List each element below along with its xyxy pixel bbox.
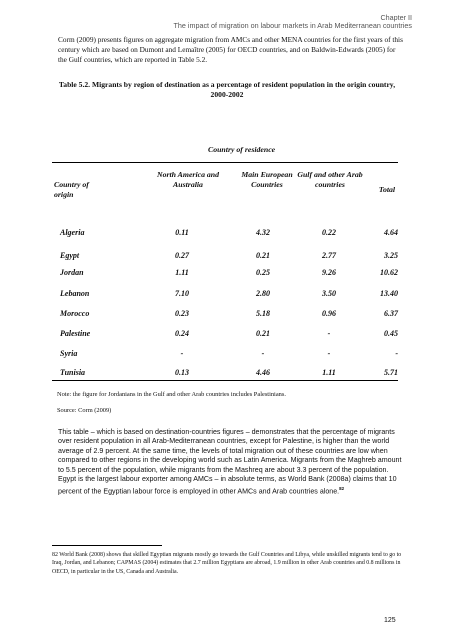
chapter-label: Chapter II bbox=[380, 13, 412, 22]
cell-north-america: 0.24 bbox=[175, 329, 189, 338]
row-country: Jordan bbox=[60, 268, 84, 277]
cell-europe: 2.80 bbox=[256, 289, 270, 298]
cell-gulf: 0.22 bbox=[322, 228, 336, 237]
header-gulf-arab: Gulf and other Arab countries bbox=[297, 170, 363, 189]
cell-north-america: 7.10 bbox=[175, 289, 189, 298]
cell-gulf: 0.96 bbox=[322, 309, 336, 318]
page-number: 125 bbox=[384, 617, 396, 624]
table-source: Source: Corm (2009) bbox=[57, 407, 112, 414]
header-total: Total bbox=[378, 185, 396, 194]
row-country: Lebanon bbox=[60, 289, 90, 298]
cell-total: 3.25 bbox=[384, 251, 398, 260]
cell-north-america: 0.23 bbox=[175, 309, 189, 318]
cell-north-america: - bbox=[180, 349, 184, 358]
table-bottom-rule bbox=[52, 380, 398, 381]
header-north-america: North America and Australia bbox=[156, 170, 220, 189]
table-row bbox=[0, 251, 452, 262]
cell-europe: 0.21 bbox=[256, 329, 270, 338]
intro-paragraph: Corm (2009) presents figures on aggregate migration from AMCs and other MENA countries for the first years of this century which are based on Dumont and Lemaître (2005) for OECD countries, and on Baldwin-Edwards (2005) for the Gulf countries, which are reported in Table 5.2. bbox=[58, 35, 403, 64]
row-country: Palestine bbox=[60, 329, 91, 338]
row-country: Syria bbox=[60, 349, 78, 358]
table-row bbox=[0, 268, 452, 279]
table-row bbox=[0, 349, 452, 360]
cell-europe: - bbox=[261, 349, 265, 358]
table-row bbox=[0, 289, 452, 300]
cell-gulf: - bbox=[327, 349, 331, 358]
cell-total: - bbox=[395, 349, 398, 358]
cell-gulf: 1.11 bbox=[322, 368, 336, 377]
table-row bbox=[0, 368, 452, 379]
table-caption: Table 5.2. Migrants by region of destination as a percentage of resident population in the origin country, 2000-2002 bbox=[58, 80, 396, 99]
row-country: Morocco bbox=[60, 309, 90, 318]
table-note: Note: the figure for Jordanians in the Gulf and other Arab countries includes Palestinians. bbox=[57, 391, 286, 398]
body-paragraph-text: This table – which is based on destination-countries figures – demonstrates that the percentage of migrants over resident population in all Arab-Mediterranean countries, except for Palestine, is higher than the world average of 2.9 percent. At the same time, the levels of total migration out of these countries are low when compared to other regions in the developing world such as Latin America. Migrants from the Maghreb amount to 5.5 percent of the population, while migrants from the Mashreq are about 3.3 percent of the population. Egypt is the largest labour exporter among AMCs – in absolute terms, as World Bank (2008a) claims that 10 percent of the Egyptian labour force is employed in other AMCs and Arab countries alone. bbox=[58, 428, 402, 496]
cell-total: 4.64 bbox=[384, 228, 398, 237]
table-row bbox=[0, 309, 452, 320]
footnote-divider bbox=[52, 545, 162, 546]
table-row bbox=[0, 329, 452, 340]
table-group-header: Country of residence bbox=[208, 145, 276, 154]
cell-total: 10.62 bbox=[380, 268, 398, 277]
cell-gulf: 2.77 bbox=[322, 251, 336, 260]
row-country: Egypt bbox=[60, 251, 80, 260]
row-country: Algeria bbox=[60, 228, 85, 237]
body-paragraph bbox=[58, 428, 403, 497]
cell-north-america: 0.11 bbox=[175, 228, 189, 237]
chapter-title: The impact of migration on labour markets in Arab Mediterranean countries bbox=[173, 21, 412, 30]
cell-europe: 4.32 bbox=[256, 228, 270, 237]
cell-total: 6.37 bbox=[384, 309, 398, 318]
cell-europe: 4.46 bbox=[256, 368, 270, 377]
table-row bbox=[0, 228, 452, 239]
footnote-reference[interactable]: 82 bbox=[339, 486, 345, 492]
cell-europe: 0.21 bbox=[256, 251, 270, 260]
cell-north-america: 1.11 bbox=[175, 268, 189, 277]
cell-north-america: 0.13 bbox=[175, 368, 189, 377]
cell-total: 13.40 bbox=[380, 289, 398, 298]
cell-total: 5.71 bbox=[384, 368, 398, 377]
cell-gulf: 9.26 bbox=[322, 268, 336, 277]
cell-north-america: 0.27 bbox=[175, 251, 189, 260]
cell-total: 0.45 bbox=[384, 329, 398, 338]
footnote: 82 World Bank (2008) shows that skilled Egyptian migrants mostly go towards the Gulf Countries and Libya, while unskilled migrants tend to go to Iraq, Jordan, and Lebanon; CAPMAS (2004) estimates that 2.7 million Egyptians are abroad, 1.9 million in other Arab countries and 0.8 millions in OECD, in particular in the US, Canada and Australia. bbox=[52, 552, 402, 575]
cell-gulf: 3.50 bbox=[322, 289, 336, 298]
cell-europe: 5.18 bbox=[256, 309, 270, 318]
header-europe: Main European Countries bbox=[241, 170, 293, 189]
table-top-rule bbox=[52, 162, 398, 163]
cell-gulf: - bbox=[327, 329, 331, 338]
header-country-of-origin: Country of origin bbox=[54, 180, 89, 199]
row-country: Tunisia bbox=[60, 368, 86, 377]
cell-europe: 0.25 bbox=[256, 268, 270, 277]
